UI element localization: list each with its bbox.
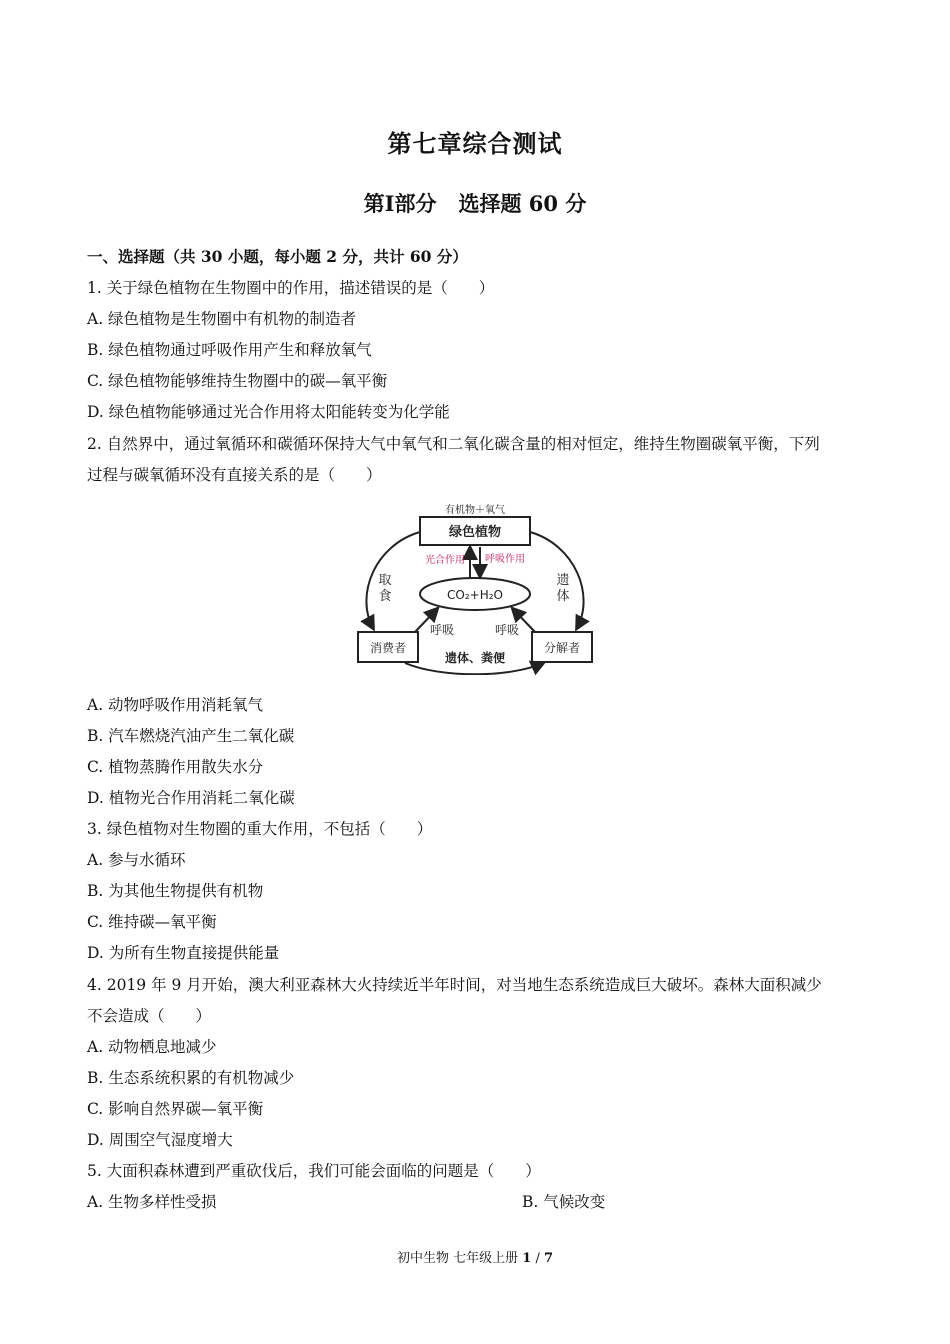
question-5-stem: 5. 大面积森林遭到严重砍伐后，我们可能会面临的问题是（ ）	[87, 1162, 541, 1180]
question-1-option-b: B. 绿色植物通过呼吸作用产生和释放氧气	[87, 341, 372, 359]
breath-left-label: 呼吸	[429, 623, 455, 637]
question-4-stem-line2: 不会造成（ ）	[87, 1007, 212, 1025]
breath-right-label: 呼吸	[494, 623, 520, 637]
question-4-option-a: A. 动物栖息地减少	[87, 1038, 217, 1056]
question-4-stem-line1: 4. 2019 年 9 月开始，澳大利亚森林大火持续近半年时间，对当地生态系统造成巨大破坏。森林大面积减少	[87, 976, 822, 994]
footer-page-total: 7	[543, 1251, 554, 1266]
part-name: 选择题 60 分	[458, 191, 587, 216]
respiration-plant-label: 呼吸作用	[485, 554, 525, 565]
question-4-option-c: C. 影响自然界碳—氧平衡	[87, 1100, 264, 1118]
green-plant-label: 绿色植物	[448, 525, 502, 540]
question-3-option-a: A. 参与水循环	[87, 851, 186, 869]
question-2-option-d: D. 植物光合作用消耗二氧化碳	[87, 789, 295, 807]
question-3-option-d: D. 为所有生物直接提供能量	[87, 944, 280, 962]
question-5-option-b: B. 气候改变	[522, 1193, 606, 1211]
remains-label-1: 遗	[556, 573, 570, 588]
page-title: 第七章综合测试	[387, 129, 563, 158]
top-label: 有机物＋氧气	[445, 505, 505, 516]
eat-label-1: 取	[378, 573, 392, 588]
question-1-stem: 1. 关于绿色植物在生物圈中的作用，描述错误的是（ ）	[87, 279, 495, 297]
footer-page-number: 1	[522, 1251, 532, 1266]
consumer-label: 消费者	[369, 641, 407, 655]
eat-label-2: 食	[378, 589, 392, 604]
question-2-option-c: C. 植物蒸腾作用散失水分	[87, 758, 264, 776]
remains-label-2: 体	[556, 589, 570, 604]
decomposer-label: 分解者	[543, 641, 581, 655]
section-header: 一、选择题（共 30 小题，每小题 2 分，共计 60 分）	[87, 247, 468, 266]
question-3-option-c: C. 维持碳—氧平衡	[87, 913, 217, 931]
part-heading	[0, 188, 950, 218]
question-3-stem: 3. 绿色植物对生物圈的重大作用，不包括（ ）	[87, 820, 433, 838]
question-2-stem-line2: 过程与碳氧循环没有直接关系的是（ ）	[87, 466, 382, 484]
question-1-option-a: A. 绿色植物是生物圈中有机物的制造者	[87, 310, 357, 328]
question-2-option-b: B. 汽车燃烧汽油产生二氧化碳	[87, 727, 295, 745]
footer-separator: /	[531, 1251, 544, 1266]
question-3-option-b: B. 为其他生物提供有机物	[87, 882, 264, 900]
part-label: 第Ⅰ部分	[363, 191, 437, 216]
photosynthesis-label: 光合作用	[425, 555, 465, 566]
question-4-option-d: D. 周围空气湿度增大	[87, 1131, 233, 1149]
eat-arrow	[366, 532, 420, 628]
question-1-option-c: C. 绿色植物能够维持生物圈中的碳—氧平衡	[87, 372, 388, 390]
question-5-option-a: A. 生物多样性受损	[87, 1193, 217, 1211]
question-1-option-d: D. 绿色植物能够通过光合作用将太阳能转变为化学能	[87, 403, 450, 421]
question-2-option-a: A. 动物呼吸作用消耗氧气	[87, 696, 264, 714]
question-2-stem-line1: 2. 自然界中，通过氧循环和碳循环保持大气中氧气和二氧化碳含量的相对恒定，维持生物圈碳氧平衡，下列	[87, 435, 820, 453]
question-4-option-b: B. 生态系统积累的有机物减少	[87, 1069, 295, 1087]
co2-h2o-label: CO₂+H₂O	[447, 588, 503, 602]
remains-feces-label: 遗体、粪便	[444, 651, 506, 665]
carbon-oxygen-cycle-diagram	[345, 500, 605, 675]
page-footer	[0, 1247, 950, 1266]
footer-course: 初中生物 七年级上册	[396, 1251, 519, 1266]
